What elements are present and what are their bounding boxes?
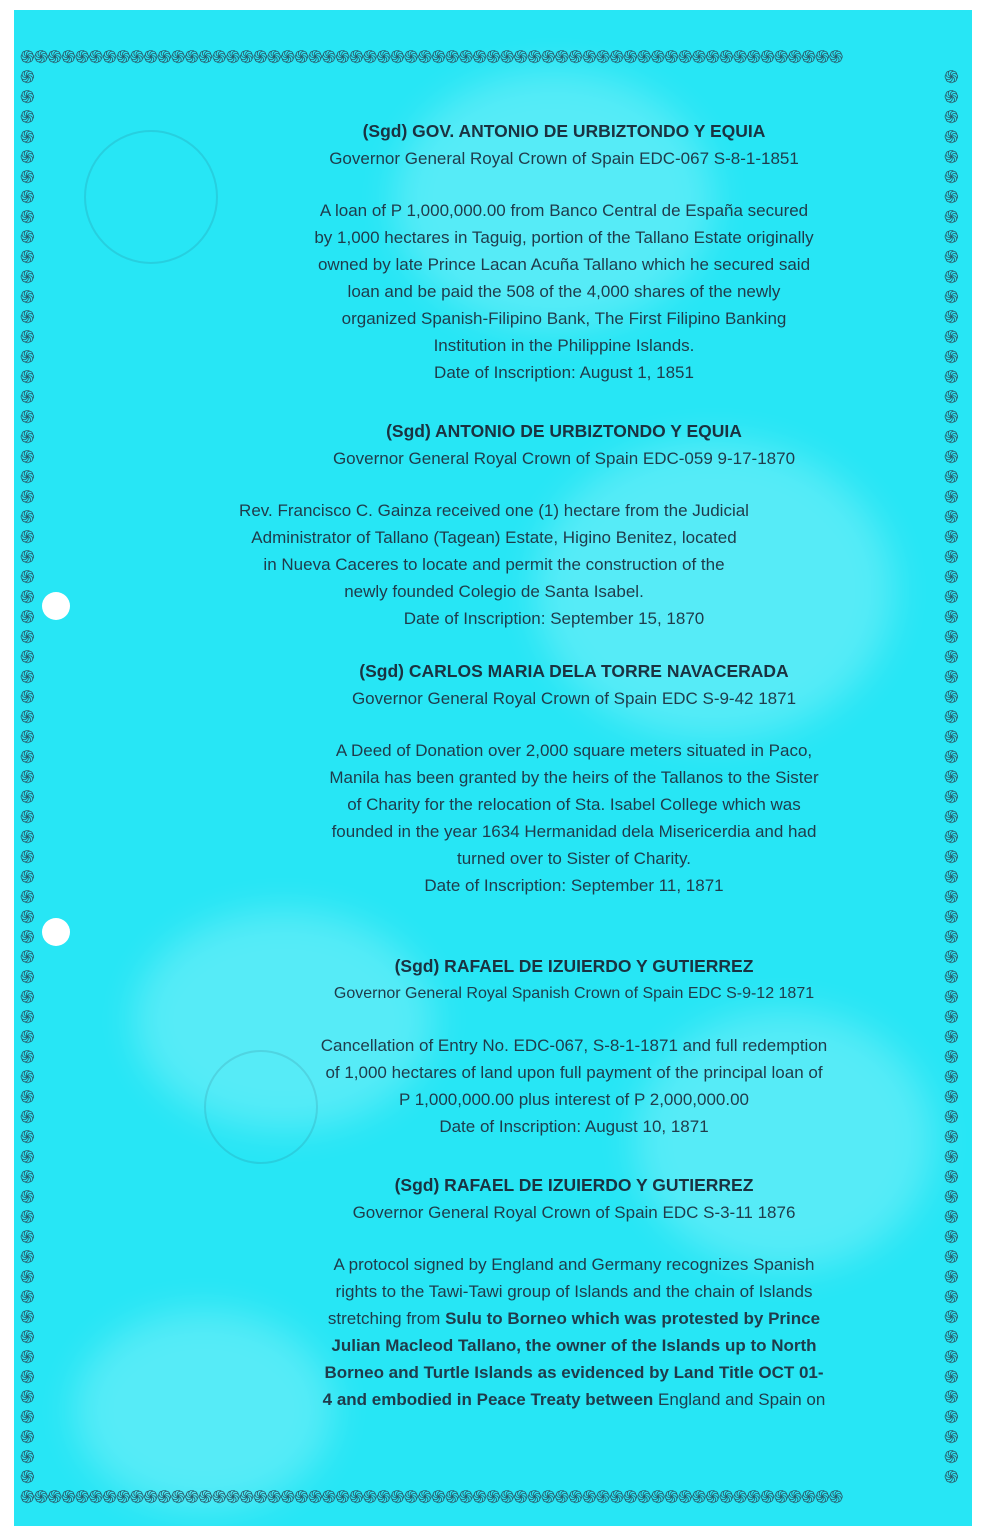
- body-text-bold: 4 and embodied in Peace Treaty between: [322, 1390, 654, 1409]
- entry-heading: (Sgd) RAFAEL DE IZUIERDO Y GUTIERREZ: [394, 956, 754, 976]
- entry-body-line: owned by late Prince Lacan Acuña Tallano which he secured said: [317, 255, 811, 274]
- entry-body-line: Institution in the Philippine Islands.: [433, 336, 695, 355]
- entry-body-line: Administrator of Tallano (Tagean) Estate, Higino Benitez, located: [251, 528, 737, 547]
- entry-date: Date of Inscription: August 10, 1871: [439, 1117, 709, 1136]
- document-page: [14, 10, 972, 1526]
- body-text-bold: Julian Macleod Tallano, the owner of the Islands up to North: [331, 1336, 817, 1355]
- entry-body-line: A loan of P 1,000,000.00 from Banco Central de España secured: [319, 201, 809, 220]
- border-top: ֍֍֍֍֍֍֍֍֍֍֍֍֍֍֍֍֍֍֍֍֍֍֍֍֍֍֍֍֍֍֍֍֍֍֍֍֍֍֍֍֍֍֍֍֍֍֍֍֍֍֍֍֍֍֍֍֍֍֍֍: [20, 48, 843, 68]
- entry-date: Date of Inscription: August 1, 1851: [434, 363, 694, 382]
- entry-1: [254, 118, 874, 386]
- entry-date: Date of Inscription: September 15, 1870: [403, 609, 705, 628]
- entry-3: [264, 658, 884, 899]
- entry-body-line: [264, 1332, 884, 1359]
- entry-title: Governor General Royal Crown of Spain EDC-059 9-17-1870: [332, 449, 796, 468]
- entry-body-line: P 1,000,000.00 plus interest of P 2,000,000.00: [398, 1090, 750, 1109]
- entry-body-line: [264, 1359, 884, 1386]
- entry-body-line: [264, 1386, 884, 1413]
- entry-body-line: Cancellation of Entry No. EDC-067, S-8-1-1871 and full redemption: [320, 1036, 828, 1055]
- body-text-bold: Borneo and Turtle Islands as evidenced by Land Title OCT 01-: [324, 1363, 824, 1382]
- entry-heading: (Sgd) CARLOS MARIA DELA TORRE NAVACERADA: [359, 661, 789, 681]
- border-right: ֍֍֍֍֍֍֍֍֍֍֍֍֍֍֍֍֍֍֍֍֍֍֍֍֍֍֍֍֍֍֍֍֍֍֍֍֍֍֍֍֍֍֍֍֍֍֍֍֍֍֍֍֍֍֍֍֍֍֍֍֍֍֍֍֍֍֍֍֍֍֍: [944, 68, 958, 1488]
- entry-5: [264, 1172, 884, 1413]
- entry-body-line: in Nueva Caceres to locate and permit the construction of the: [263, 555, 725, 574]
- document-content: [14, 10, 972, 1526]
- body-text: rights to the Tawi-Tawi group of Islands and the chain of Islands: [335, 1282, 813, 1301]
- entry-4: [264, 953, 884, 1140]
- entry-heading: (Sgd) GOV. ANTONIO DE URBIZTONDO Y EQUIA: [362, 121, 766, 141]
- entry-title: Governor General Royal Crown of Spain EDC-067 S-8-1-1851: [329, 149, 799, 168]
- entry-body-line: A Deed of Donation over 2,000 square meters situated in Paco,: [335, 741, 813, 760]
- entry-date: Date of Inscription: September 11, 1871: [424, 876, 724, 895]
- entry-body-line: of 1,000 hectares of land upon full payment of the principal loan of: [325, 1063, 823, 1082]
- entry-body-line: [264, 1278, 884, 1305]
- entry-body-line: founded in the year 1634 Hermanidad dela Misericerdia and had: [331, 822, 817, 841]
- body-text: stretching from: [327, 1309, 446, 1328]
- entry-body-line: organized Spanish-Filipino Bank, The First Filipino Banking: [341, 309, 787, 328]
- body-text: A protocol signed by England and Germany recognizes Spanish: [333, 1255, 815, 1274]
- entry-heading: (Sgd) ANTONIO DE URBIZTONDO Y EQUIA: [386, 421, 742, 441]
- entry-body-line: [264, 1251, 884, 1278]
- body-text: England and Spain on: [653, 1390, 826, 1409]
- entry-2: [174, 418, 874, 632]
- entry-title: Governor General Royal Spanish Crown of Spain EDC S-9-12 1871: [333, 985, 815, 1002]
- entry-body-line: newly founded Colegio de Santa Isabel.: [344, 582, 644, 601]
- border-left: ֍֍֍֍֍֍֍֍֍֍֍֍֍֍֍֍֍֍֍֍֍֍֍֍֍֍֍֍֍֍֍֍֍֍֍֍֍֍֍֍֍֍֍֍֍֍֍֍֍֍֍֍֍֍֍֍֍֍֍֍֍֍֍֍֍֍֍֍֍֍֍: [20, 68, 34, 1488]
- entry-body-line: Manila has been granted by the heirs of the Tallanos to the Sister: [329, 768, 819, 787]
- entry-title: Governor General Royal Crown of Spain EDC S-3-11 1876: [352, 1203, 796, 1222]
- entry-heading: (Sgd) RAFAEL DE IZUIERDO Y GUTIERREZ: [394, 1175, 754, 1195]
- entry-body-line: of Charity for the relocation of Sta. Isabel College which was: [347, 795, 801, 814]
- entry-body-line: [264, 1305, 884, 1332]
- entry-body-line: turned over to Sister of Charity.: [456, 849, 691, 868]
- entry-body-line: by 1,000 hectares in Taguig, portion of the Tallano Estate originally: [314, 228, 814, 247]
- entry-title: Governor General Royal Crown of Spain EDC S-9-42 1871: [351, 689, 797, 708]
- entry-body-line: Rev. Francisco C. Gainza received one (1) hectare from the Judicial: [239, 501, 749, 520]
- entry-body-line: loan and be paid the 508 of the 4,000 shares of the newly: [347, 282, 781, 301]
- border-bottom: ֍֍֍֍֍֍֍֍֍֍֍֍֍֍֍֍֍֍֍֍֍֍֍֍֍֍֍֍֍֍֍֍֍֍֍֍֍֍֍֍֍֍֍֍֍֍֍֍֍֍֍֍֍֍֍֍֍֍֍֍: [20, 1488, 843, 1508]
- body-text-bold: Sulu to Borneo which was protested by Prince: [445, 1309, 821, 1328]
